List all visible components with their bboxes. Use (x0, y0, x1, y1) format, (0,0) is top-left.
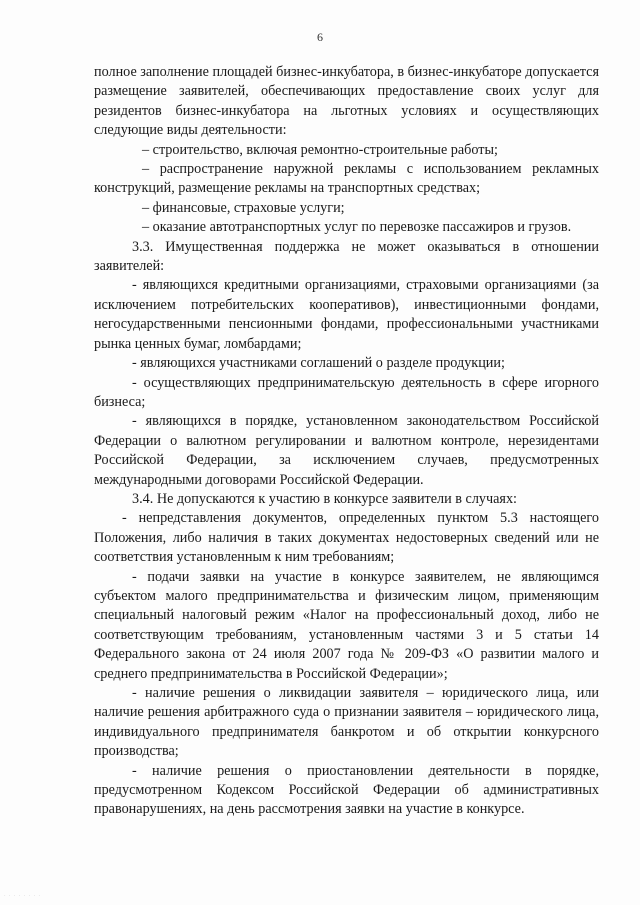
scan-artifact: · · · · · · · · (4, 894, 42, 899)
list-item-credit-organizations: - являющихся кредитными организациями, страховыми организациями (за исключением потребительских кооперативов), инвестиционными фондами, негосударственными пенсионными фондами, профессиональными участниками рынка ценных бумаг, ломбардами; (94, 277, 599, 352)
section-3-4-heading: 3.4. Не допускаются к участию в конкурсе заявители в случаях: (132, 490, 517, 507)
list-item-not-small-business: - подачи заявки на участие в конкурсе заявителем, не являющимся субъектом малого предпринимательства и физическим лицом, применяющим специальный налоговый режим «Налог на профессиональный доход, либо не соответствующим требованиям, установленным частями 3 и 5 статьи 14 Федерального закона от 24 июля 2007 года № 209-ФЗ «О развитии малого и среднего предпринимательства в Российской Федерации»; (94, 568, 599, 682)
list-item-construction: – строительство, включая ремонтно-строительные работы; (142, 141, 498, 158)
section-3-3-heading: 3.3. Имущественная поддержка не может оказываться в отношении заявителей: (94, 238, 599, 275)
list-item-missing-documents: - непредставления документов, определенных пунктом 5.3 настоящего Положения, либо наличия в таких документах недостоверных сведений или не соответствия установленным к ним требованиям; (94, 510, 599, 566)
paragraph-intro: полное заполнение площадей бизнес-инкубатора, в бизнес-инкубаторе допускается размещение заявителей, обеспечивающих предоставление своих услуг для резидентов бизнес-инкубатора на льготных условиях и осуществляющих следующие виды деятельности: (94, 64, 600, 139)
document-body (94, 63, 599, 820)
page-number: 6 (317, 30, 323, 44)
list-item-production-sharing: - являющихся участниками соглашений о разделе продукции; (132, 355, 505, 372)
list-item-suspension: - наличие решения о приостановлении деятельности в порядке, предусмотренном Кодексом Российской Федерации об административных правонарушениях, на день рассмотрения заявки на участие в конкурсе. (94, 762, 599, 818)
list-item-transport-services: – оказание автотранспортных услуг по перевозке пассажиров и грузов. (142, 219, 572, 236)
list-item-outdoor-advertising: – распространение наружной рекламы с использованием рекламных конструкций, размещение рекламы на транспортных средствах; (94, 161, 599, 197)
list-item-liquidation: - наличие решения о ликвидации заявителя – юридического лица, или наличие решения арбитражного суда о признании заявителя – юридического лица, индивидуального предпринимателя банкротом и об открытии конкурсного производства; (94, 685, 599, 760)
list-item-nonresidents: - являющихся в порядке, установленном законодательством Российской Федерации о валютном регулировании и валютном контроле, нерезидентами Российской Федерации, за исключением случаев, предусмотренных международными договорами Российской Федерации. (94, 413, 599, 488)
list-item-gambling: - осуществляющих предпринимательскую деятельность в сфере игорного бизнеса; (94, 374, 599, 410)
list-item-financial-services: – финансовые, страховые услуги; (142, 199, 345, 216)
